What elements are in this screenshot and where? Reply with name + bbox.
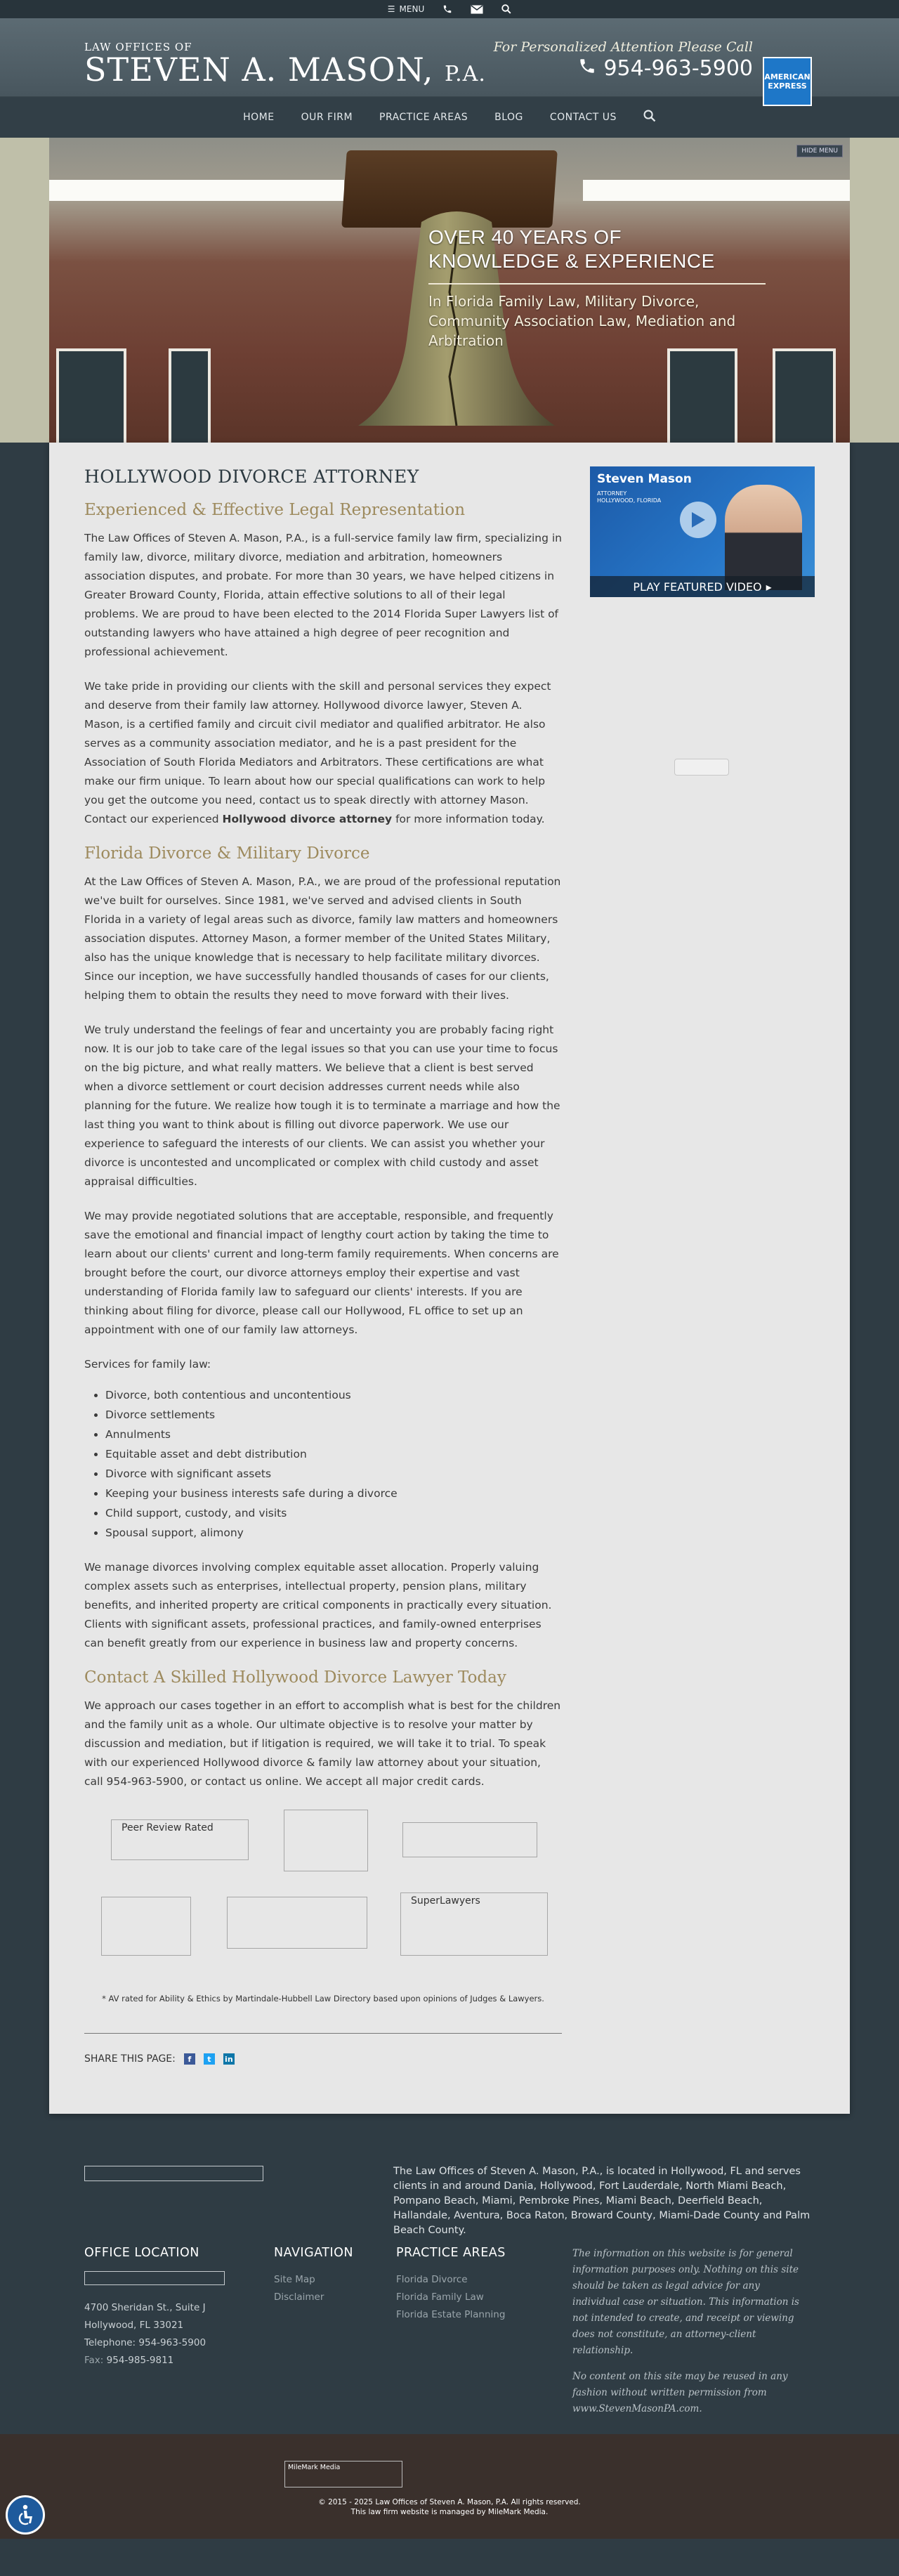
practice-areas-title: PRACTICE AREAS <box>396 2246 506 2260</box>
hero-sub-2: Community Association Law, Mediation and <box>428 313 736 329</box>
featured-video[interactable] <box>590 466 815 597</box>
site-header <box>0 18 899 97</box>
firm-suffix: P.A. <box>445 62 486 86</box>
list-item: • Divorce with significant assets <box>105 1464 562 1484</box>
play-icon[interactable] <box>680 502 716 538</box>
footer-practice-areas <box>396 2246 506 2324</box>
hero-section <box>0 138 899 490</box>
firm-name: STEVEN A. MASON, <box>84 51 434 89</box>
search-icon[interactable] <box>643 110 656 125</box>
paragraph: The Law Offices of Steven A. Mason, P.A., is a full-service family law firm, specializing in family law, divorce, military divorce, mediation and arbitration, homeowners association disputes, and probate. For more than 30 years, we have helped citizens in Greater Broward County, Florida, attain effective solutions to all of their legal problems. We are proud to have been elected to the 2014 Florida Super Lawyers list of outstanding lawyers who have attained a high degree of peer recognition and professional achievement. <box>84 532 562 658</box>
menu-label: MENU <box>399 4 425 14</box>
fax-label: Fax: <box>84 2355 104 2366</box>
paragraph <box>84 677 562 829</box>
nav-our-firm[interactable]: OUR FIRM <box>301 112 353 123</box>
list-item: • Divorce settlements <box>105 1405 562 1425</box>
address-line-1: 4700 Sheridan St., Suite J <box>84 2302 206 2313</box>
disclaimer-text: The information on this website is for general information purposes only. Nothing on this site should be taken as legal advice for any individual case or situation. This information is not intended to create, and receipt or viewing does not constitute, an attorney-client relationship. <box>572 2248 799 2356</box>
header-tagline: For Personalized Attention Please Call <box>493 39 753 55</box>
footer-link-site-map[interactable]: Site Map <box>274 2274 315 2285</box>
list-item: • Child support, custody, and visits <box>105 1503 562 1523</box>
peer-review-badge[interactable]: Peer Review Rated <box>111 1819 249 1860</box>
header-phone[interactable]: 954-963-5900 <box>603 56 753 81</box>
phone-icon <box>578 56 596 81</box>
hero-sub-3: Arbitration <box>428 332 504 349</box>
footer-search-input[interactable] <box>84 2166 263 2181</box>
linkedin-icon[interactable]: in <box>223 2053 235 2065</box>
twitter-icon[interactable]: t <box>204 2053 215 2065</box>
services-list <box>105 1385 562 1543</box>
award-badge[interactable] <box>284 1810 368 1871</box>
email-icon[interactable] <box>471 5 483 14</box>
superlawyers-badge[interactable]: SuperLawyers <box>400 1892 548 1956</box>
header-call <box>494 39 753 81</box>
disclaimer-text: No content on this site may be reused in any fashion without written permission from www.StevenMasonPA.com. <box>572 2371 788 2414</box>
hero-headline-1: OVER 40 YEARS OF <box>428 226 622 248</box>
menu-toggle[interactable] <box>388 4 424 14</box>
play-video-button[interactable] <box>590 576 815 597</box>
list-item: • Annulments <box>105 1425 562 1444</box>
hero-banner <box>49 138 850 449</box>
award-badge[interactable] <box>402 1822 537 1857</box>
office-location <box>84 2246 225 2369</box>
hollywood-divorce-attorney-link[interactable]: Hollywood divorce attorney <box>222 813 393 825</box>
managed-by-line: This law firm website is managed by MileMark Media. <box>350 2508 549 2516</box>
av-rating-note: * AV rated for Ability & Ethics by Martindale-Hubbell Law Directory based upon opinions of Judges & Lawyers. <box>102 1994 544 2003</box>
footer-telephone[interactable]: Telephone: 954-963-5900 <box>84 2337 206 2348</box>
footer-about: The Law Offices of Steven A. Mason, P.A., is located in Hollywood, FL and serves clients in and around Dania, Hollywood, Fort Lauderdale, North Miami Beach, Pompano Beach, Miami, Pembroke Pines, Miami Beach, Deerfield Beach, Hallandale, Aventura, Boca Raton, Broward County, Miami-Dade County and Palm Beach County. <box>393 2166 811 2236</box>
utility-bar <box>0 0 899 18</box>
navigation-title: NAVIGATION <box>274 2246 353 2260</box>
address-line-2: Hollywood, FL 33021 <box>84 2320 184 2331</box>
footer-link-disclaimer[interactable]: Disclaimer <box>274 2291 324 2303</box>
office-title: OFFICE LOCATION <box>84 2246 199 2260</box>
list-item: • Keeping your business interests safe during a divorce <box>105 1484 562 1503</box>
sidebar-widget[interactable] <box>674 759 729 776</box>
amex-line-2: EXPRESS <box>768 81 807 91</box>
services-label: Services for family law: <box>84 1358 211 1371</box>
amex-line-1: AMERICAN <box>764 72 811 81</box>
share-label: SHARE THIS PAGE: <box>84 2053 176 2065</box>
amex-logo <box>763 57 812 106</box>
hamburger-icon: ☰ <box>387 4 395 14</box>
attorney-photo <box>725 485 802 590</box>
firm-logo[interactable] <box>84 41 486 91</box>
video-name: Steven Mason <box>597 472 692 486</box>
share-bar <box>84 2033 562 2065</box>
accessibility-icon[interactable] <box>6 2495 45 2535</box>
hero-text <box>428 225 766 351</box>
copyright-line: © 2015 - 2025 Law Offices of Steven A. Mason, P.A. All rights reserved. <box>318 2498 581 2506</box>
content-card <box>49 443 850 2114</box>
list-item: • Divorce, both contentious and uncontentious <box>105 1385 562 1405</box>
firm-prefix: LAW OFFICES OF <box>84 41 192 53</box>
nav-contact-us[interactable]: CONTACT US <box>549 112 617 123</box>
list-item: • Spousal support, alimony <box>105 1523 562 1543</box>
play-arrow-icon: ▸ <box>766 580 772 594</box>
nav-practice-areas[interactable]: PRACTICE AREAS <box>379 112 468 123</box>
milemark-logo[interactable]: MileMark Media <box>284 2461 402 2487</box>
video-cta: PLAY FEATURED VIDEO <box>633 580 762 594</box>
footer-disclaimer <box>572 2246 804 2427</box>
fax-number: 954-985-9811 <box>106 2355 174 2366</box>
video-sub-2: HOLLYWOOD, FLORIDA <box>597 497 662 504</box>
award-badge[interactable] <box>101 1897 191 1956</box>
phone-icon[interactable] <box>442 4 452 14</box>
page-title: HOLLYWOOD DIVORCE ATTORNEY <box>84 466 419 487</box>
site-footer <box>0 2114 899 2434</box>
footer-link-florida-family-law[interactable]: Florida Family Law <box>396 2291 484 2303</box>
paragraph-text: We take pride in providing our clients with the skill and personal services they expect and deserve from their family law attorney. Hollywood divorce lawyer, Steven A. Mason, is a certified family and circuit civil mediator and qualified arbitrator. He also serves as a community association mediator, and he is a past president for the Association of South Florida Mediators and Arbitrators. These certifications are what make our firm unique. To learn about how our special qualifications can work to help you get the outcome you need, contact us to speak directly with attorney Mason. Contact our experienced <box>84 680 551 825</box>
footer-link-florida-estate-planning[interactable]: Florida Estate Planning <box>396 2309 506 2320</box>
section-heading: Florida Divorce & Military Divorce <box>84 844 370 863</box>
paragraph-text: for more information today. <box>395 813 545 825</box>
nav-home[interactable]: HOME <box>243 112 275 123</box>
paragraph: We truly understand the feelings of fear and uncertainty you are probably facing right now. It is our job to take care of the legal issues so that you can use your time to focus on the big picture, and what really matters. We believe that a client is best served when a divorce settlement or court decision addresses current needs while also planning for the future. We realize how tough it is to terminate a marriage and how the last thing you want to think about is filling out divorce paperwork. We use our experience to safeguard the interests of our clients. We can assist you whether your divorce is uncontested and uncomplicated or complex with child custody and asset appraisal difficulties. <box>84 1024 560 1188</box>
paragraph: We manage divorces involving complex equitable asset allocation. Properly valuing complex assets such as enterprises, intellectual property, pension plans, military benefits, and inherited property are critical components in practically every situation. Clients with significant assets, professional practices, and family-owned enterprises can benefit greatly from our experience in business law and property concerns. <box>84 1561 552 1649</box>
list-item: • Equitable asset and debt distribution <box>105 1444 562 1464</box>
map-image[interactable] <box>84 2271 225 2285</box>
hide-menu-button[interactable]: HIDE MENU <box>796 145 843 157</box>
footer-navigation <box>274 2246 353 2306</box>
hero-headline-2: KNOWLEDGE & EXPERIENCE <box>428 250 715 272</box>
paragraph: We approach our cases together in an effort to accomplish what is best for the children and the family unit as a whole. Our ultimate objective is to resolve your matter by discussion and mediation, but if litigation is required, we will take it to trial. To speak with our experienced Hollywood divorce & family law attorney about your situation, call 954-963-5900, or contact us online. We accept all major credit cards. <box>84 1699 561 1788</box>
search-icon[interactable] <box>501 4 511 14</box>
paragraph: At the Law Offices of Steven A. Mason, P.A., we are proud of the professional reputation we've built for ourselves. Since 1981, we've served and advised clients in South Florida in a variety of legal areas such as divorce, family law matters and homeowners association disputes. Attorney Mason, a former member of the United States Military, also has the unique knowledge that is necessary to help facilitate military divorces. Since our inception, we have successfully handled thousands of cases for our clients, helping them to obtain the results they need to move forward with their lives. <box>84 875 561 1002</box>
hero-sub-1: In Florida Family Law, Military Divorce, <box>428 293 700 310</box>
section-heading: Contact A Skilled Hollywood Divorce Lawyer Today <box>84 1668 506 1687</box>
facebook-icon[interactable]: f <box>184 2053 195 2065</box>
main-content <box>84 466 562 2065</box>
paragraph: We may provide negotiated solutions that are acceptable, responsible, and frequently save the emotional and financial impact of lengthy court action by taking the time to learn about our clients' current and long-term family requirements. When concerns are brought before the court, our divorce attorneys employ their expertise and vast understanding of Florida family law to safeguard our clients' interests. If you are thinking about filing for divorce, please call our Hollywood, FL office to set up an appointment with one of our family law attorneys. <box>84 1210 559 1336</box>
footer-link-florida-divorce[interactable]: Florida Divorce <box>396 2274 468 2285</box>
copyright-bar <box>0 2434 899 2539</box>
award-badge[interactable] <box>227 1897 367 1949</box>
sidebar <box>590 466 815 2065</box>
video-sub-1: ATTORNEY <box>597 490 627 497</box>
nav-blog[interactable]: BLOG <box>494 112 523 123</box>
award-badges <box>84 1819 562 2009</box>
section-heading: Experienced & Effective Legal Representation <box>84 501 466 519</box>
